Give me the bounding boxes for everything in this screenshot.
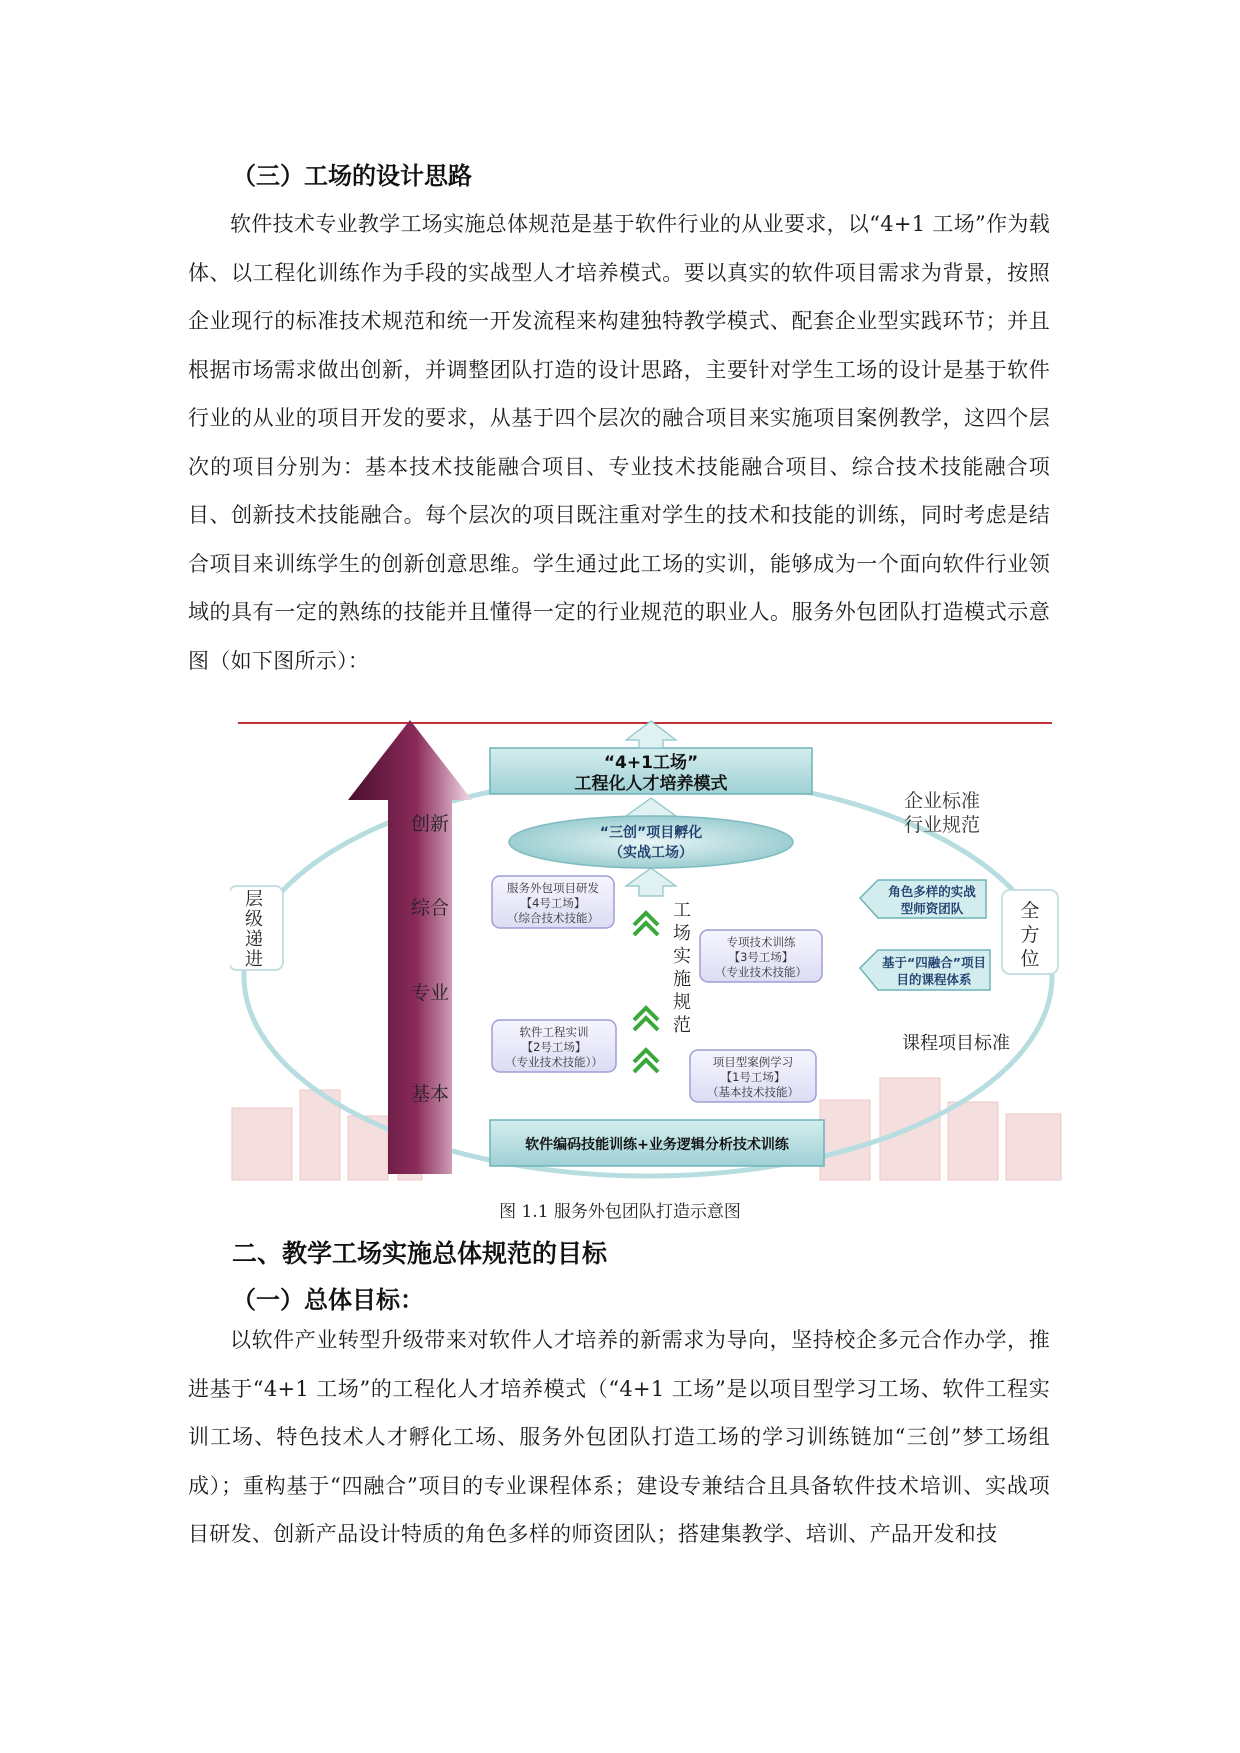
vertical-label-char: 规 <box>673 992 691 1013</box>
section-heading: （三）工场的设计思路 <box>232 162 472 190</box>
vertical-label-char: 场 <box>673 923 691 944</box>
workshop-norm-vertical-label <box>673 900 691 1036</box>
subsection-heading: （一）总体目标： <box>232 1286 424 1314</box>
industry-norm: 行业规范 <box>903 814 981 836</box>
team-line2: 型师资团队 <box>900 901 964 916</box>
chevron-up-icon <box>634 1008 658 1030</box>
workshop-4-skill: （综合技术技能） <box>507 911 599 925</box>
vertical-label-char: 范 <box>673 1015 691 1036</box>
course-line1: 基于“四融合”项目 <box>882 955 986 970</box>
paragraph-overall-goal: 以软件产业转型升级带来对软件人才培养的新需求为导向，坚持校企多元合作办学，推进基于“4+1 工场”的工程化人才培养模式（“4+1 工场”是以项目型学习工场、软件工程实训工场、特色技术人才孵化工场、服务外包团队打造工场的学习训练链加“三创”梦工场组成）；重构基于“四融合”项目的专业课程体系；建设专兼结合且具备软件技术培训、实战项目研发、创新产品设计特质的角色多样的师资团队；搭建集教学、培训、产品开发和技 <box>188 1328 1050 1546</box>
progression-arrow-icon <box>348 720 472 1174</box>
chevron-up-icon <box>634 913 658 935</box>
workshop-1-title: 项目型案例学习 <box>712 1055 794 1069</box>
team-building-figure <box>230 718 1070 1186</box>
incubation-line2: （实战工场） <box>609 845 693 861</box>
vertical-label-char: 实 <box>673 946 691 967</box>
course-line2: 目的课程体系 <box>896 972 972 987</box>
left-box-char: 进 <box>245 949 263 970</box>
incubation-line1: “三创”项目孵化 <box>599 825 703 841</box>
vertical-label-char: 工 <box>673 900 691 921</box>
team-line1: 角色多样的实战 <box>888 884 976 899</box>
workshop-3-number: 【3号工场】 <box>728 950 794 964</box>
enterprise-standard: 企业标准 <box>903 790 981 812</box>
top-box-line2: 工程化人才培养模式 <box>574 774 728 794</box>
up-arrow-icon <box>626 868 676 896</box>
top-box-line1: “4+1工场” <box>603 753 699 773</box>
left-box-char: 层 <box>245 889 263 910</box>
left-box-char: 级 <box>245 909 263 930</box>
workshop-3-title: 专项技术训练 <box>726 935 796 949</box>
workshop-4-number: 【4号工场】 <box>520 896 586 910</box>
vertical-label-char: 施 <box>673 969 691 990</box>
workshop-1-number: 【1号工场】 <box>720 1070 786 1084</box>
level-innovation: 创新 <box>410 813 450 835</box>
chevron-up-icon <box>634 1050 658 1072</box>
left-box-char: 递 <box>245 929 263 950</box>
level-professional: 专业 <box>410 982 450 1004</box>
course-project-standard: 课程项目标准 <box>902 1033 1010 1054</box>
figure-diagram <box>230 718 1070 1186</box>
bottom-bar-text: 软件编码技能训练+业务逻辑分析技术训练 <box>525 1137 789 1153</box>
workshop-2-number: 【2号工场】 <box>521 1040 587 1054</box>
level-basic: 基本 <box>410 1083 450 1105</box>
workshop-2-title: 软件工程实训 <box>519 1025 589 1039</box>
workshop-2-skill: （专业技术技能）） <box>505 1055 603 1069</box>
right-box-char: 全 <box>1020 900 1040 922</box>
paragraph-design-idea: 软件技术专业教学工场实施总体规范是基于软件行业的从业要求，以“4+1 工场”作为载体、以工程化训练作为手段的实战型人才培养模式。要以真实的软件项目需求为背景，按照企业现行的标准技术规范和统一开发流程来构建独特教学模式、配套企业型实践环节；并且根据市场需求做出创新，并调整团队打造的设计思路，主要针对学生工场的设计是基于软件行业的从业的项目开发的要求，从基于四个层次的融合项目来实施项目案例教学，这四个层次的项目分别为：基本技术技能融合项目、专业技术技能融合项目、综合技术技能融合项目、创新技术技能融合。每个层次的项目既注重对学生的技术和技能的训练，同时考虑是结合项目来训练学生的创新创意思维。学生通过此工场的实训，能够成为一个面向软件行业领域的具有一定的熟练的技能并且懂得一定的行业规范的职业人。服务外包团队打造模式示意图（如下图所示）： <box>188 212 1050 673</box>
level-comprehensive: 综合 <box>410 897 450 919</box>
right-box-char: 方 <box>1020 924 1040 946</box>
figure-caption: 图 1.1 服务外包团队打造示意图 <box>499 1202 741 1222</box>
right-box-char: 位 <box>1020 948 1040 970</box>
workshop-1-skill: （基本技术技能） <box>707 1085 799 1099</box>
up-arrow-icon <box>626 721 676 748</box>
chapter-heading: 二、教学工场实施总体规范的目标 <box>232 1239 608 1268</box>
workshop-3-skill: （专业技术技能） <box>715 965 807 979</box>
workshop-4-title: 服务外包项目研发 <box>507 881 599 895</box>
green-chevrons <box>634 913 658 1072</box>
